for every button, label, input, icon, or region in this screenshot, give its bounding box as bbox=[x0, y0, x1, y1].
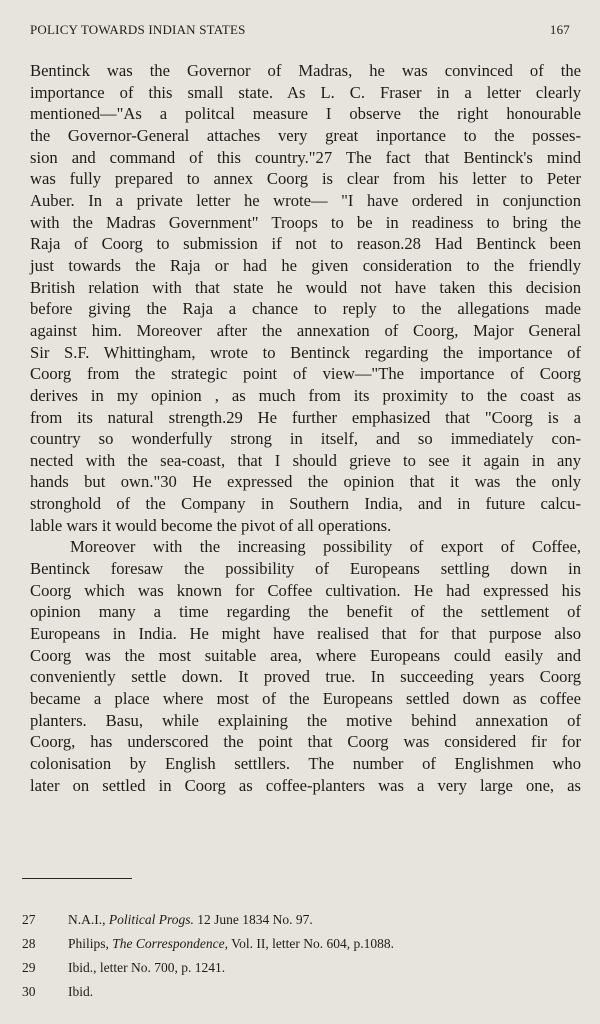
text-line: before giving the Raja a chance to reply to the allegations made bbox=[30, 299, 581, 319]
footnote bbox=[22, 980, 582, 1004]
running-head bbox=[30, 22, 570, 38]
text-line: later on settled in Coorg as coffee-planters was a very large one, as bbox=[30, 775, 581, 795]
footnote-text bbox=[68, 908, 582, 932]
text-line: Coorg, has underscored the point that Coorg was considered fir for bbox=[30, 732, 581, 752]
text-line: sion and command of this country."27 The fact that Bentinck's mind bbox=[30, 147, 581, 167]
text-line: conveniently settle down. It proved true. In succeeding years Coorg bbox=[30, 667, 581, 687]
footnote-divider bbox=[22, 878, 132, 879]
text-line: nected with the sea-coast, that I should grieve to see it again in any bbox=[30, 450, 581, 470]
footnote-number: 30 bbox=[22, 984, 36, 999]
text-line: was fully prepared to annex Coorg is clear from his letter to Peter bbox=[30, 169, 581, 189]
footnote-text-plain: Vol. II, letter No. 604, p.1088. bbox=[228, 936, 394, 951]
footnote-number: 28 bbox=[22, 936, 36, 951]
text-line: derives in my opinion , as much from its proximity to the coast as bbox=[30, 385, 581, 405]
text-line: became a place where most of the Europeans settled down as coffee bbox=[30, 689, 581, 709]
footnote-text: Ibid. bbox=[68, 984, 94, 999]
footnote-text-italic: Political Progs. bbox=[108, 912, 194, 927]
text-line: against him. Moreover after the annexation of Coorg, Major General bbox=[30, 320, 581, 340]
footnote-number: 29 bbox=[22, 960, 36, 975]
footnotes bbox=[22, 908, 582, 1004]
text-line: colonisation by English settllers. The number of Englishmen who bbox=[30, 754, 581, 773]
text-line: Coorg from the strategic point of view—"The importance of Coorg bbox=[30, 364, 581, 384]
text-line: stronghold of the Company in Southern India, and in future calcu- bbox=[30, 494, 581, 514]
footnote bbox=[22, 908, 582, 932]
text-line: just towards the Raja or had he given consideration to the friendly bbox=[30, 255, 581, 275]
footnote-number: 27 bbox=[22, 912, 36, 927]
text-line: opinion many a time regarding the benefit of the settlement of bbox=[30, 602, 581, 622]
text-line: Raja of Coorg to submission if not to reason.28 Had Bentinck been bbox=[30, 234, 581, 254]
text-line: Moreover with the increasing possibility of export of Coffee, bbox=[70, 537, 581, 557]
footnote-text-plain: Philips, bbox=[68, 936, 113, 951]
text-line: Sir S.F. Whittingham, wrote to Bentinck regarding the importance of bbox=[30, 342, 581, 362]
page-number: 167 bbox=[549, 22, 570, 37]
footnote-text-plain: 12 June 1834 No. 97. bbox=[193, 912, 313, 927]
text-line: lable wars it would become the pivot of all operations. bbox=[30, 515, 392, 535]
text-line: the Governor-General attaches very great inportance to the posses- bbox=[30, 125, 581, 145]
text-line: with the Madras Government" Troops to be in readiness to bring the bbox=[30, 212, 581, 232]
text-line: Coorg was the most suitable area, where Europeans could easily and bbox=[30, 645, 581, 665]
footnote-text: Ibid., letter No. 700, p. 1241. bbox=[68, 960, 226, 975]
text-line: Coorg which was known for Coffee cultivation. He had expressed his bbox=[30, 580, 581, 600]
text-line: mentioned—"As a politcal measure I observe the right honourable bbox=[30, 104, 581, 124]
text-line: Bentinck foresaw the possibility of Europeans settling down in bbox=[30, 559, 581, 579]
footnote bbox=[22, 956, 582, 980]
text-line: British relation with that state he would not have taken this decision bbox=[30, 277, 581, 297]
text-line: country so wonderfully strong in itself, and so immediately con- bbox=[30, 429, 581, 449]
footnote-text-italic: The Correspondence, bbox=[112, 936, 228, 951]
footnote bbox=[22, 932, 582, 956]
text-line: importance of this small state. As L. C. Fraser in a letter clearly bbox=[30, 82, 581, 102]
text-line: from its natural strength.29 He further emphasized that "Coorg is a bbox=[30, 407, 581, 427]
text-line: planters. Basu, while explaining the motive behind annexation of bbox=[30, 710, 581, 730]
text-line: Bentinck was the Governor of Madras, he was convinced of the bbox=[30, 61, 581, 80]
body-text bbox=[30, 60, 581, 796]
text-line: Europeans in India. He might have realised that for that purpose also bbox=[30, 624, 581, 644]
footnote-text bbox=[68, 932, 582, 956]
running-title: POLICY TOWARDS INDIAN STATES bbox=[30, 22, 246, 37]
text-line: Auber. In a private letter he wrote— "I have ordered in conjunction bbox=[30, 190, 581, 210]
text-line: hands but own."30 He expressed the opinion that it was the only bbox=[30, 472, 581, 492]
footnote-text-plain: N.A.I., bbox=[68, 912, 109, 927]
